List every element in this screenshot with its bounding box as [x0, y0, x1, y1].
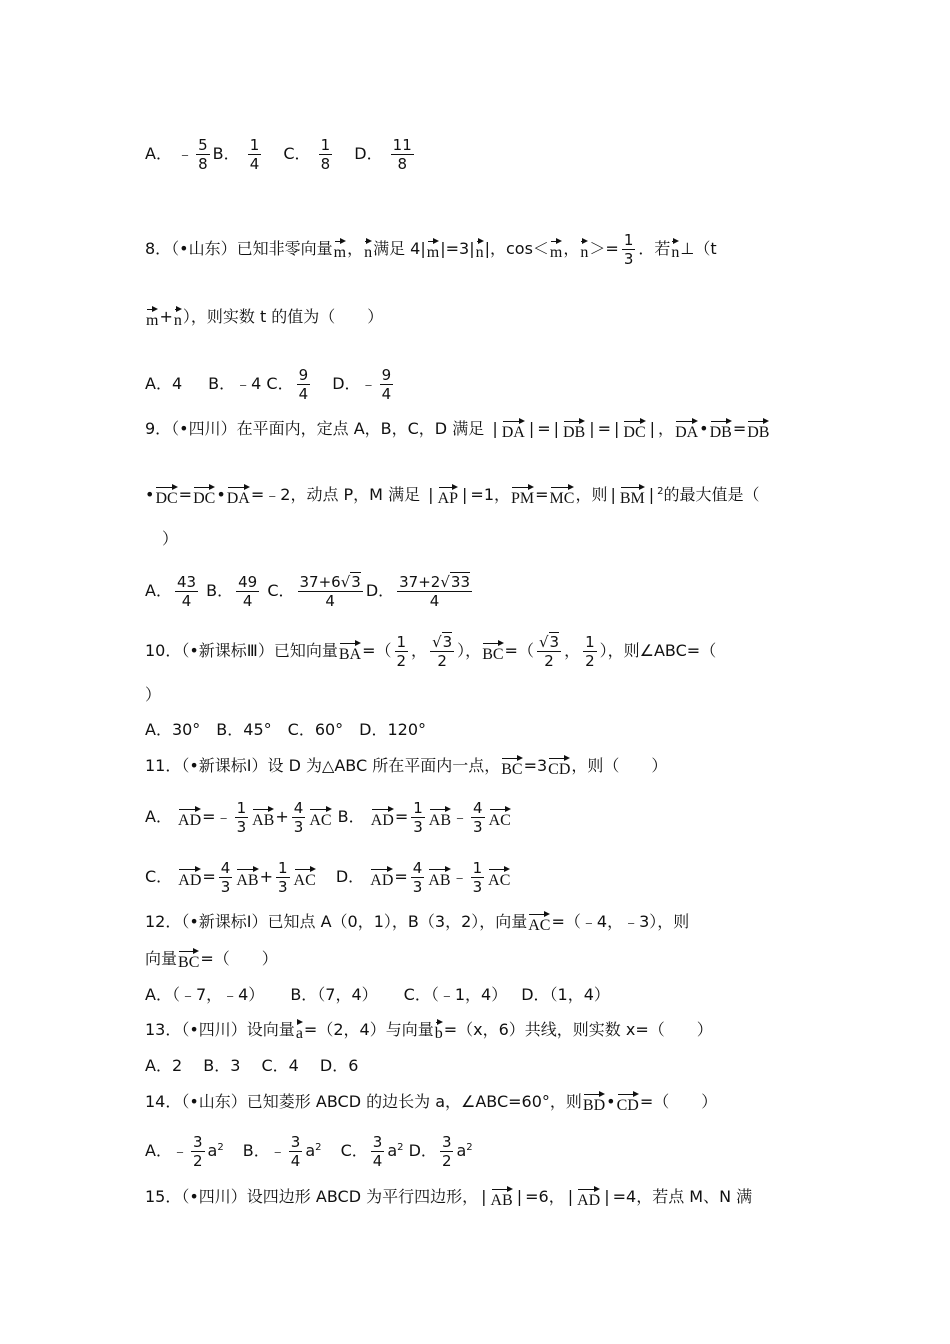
option-a-label: A．: [145, 144, 172, 163]
option-a-label: A．: [145, 807, 172, 826]
option-c-label: C．: [283, 144, 311, 163]
fraction: $\frac{37+2√33}{4}$: [399, 573, 470, 610]
q10-close: ）: [145, 685, 162, 704]
fraction: $\frac{1}{3}$: [413, 799, 423, 836]
vector-BC: BC: [482, 640, 503, 663]
option-c-label: C．: [340, 1141, 368, 1160]
vector-DB: DB: [563, 418, 585, 441]
option-a-label: A．﹣: [145, 1141, 188, 1160]
q14-text: 14．（•山东）已知菱形 ABCD 的边长为 a，∠ABC=60°，则: [145, 1092, 582, 1111]
vector-AC: AC: [309, 806, 331, 829]
fraction: $\frac{4}{3}$: [412, 859, 423, 896]
option-d-label: D．: [335, 867, 365, 886]
fraction: $\frac{4}{3}$: [220, 859, 231, 896]
fraction: $\frac{1}{3}$: [277, 859, 288, 896]
q13-text: 13．（•四川）设向量: [145, 1020, 295, 1039]
vector-AC: AC: [488, 866, 510, 889]
fraction: $\frac{3}{4}$: [372, 1133, 383, 1170]
vector-n: n: [174, 306, 182, 329]
vector-AP: AP: [438, 484, 458, 507]
option-c-label: C．: [145, 867, 173, 886]
q8-stem-line2: m+n），则实数 t 的值为（ ）: [146, 307, 384, 329]
vector-m: m: [427, 238, 439, 261]
vector-DA: DA: [227, 484, 250, 507]
vector-m: m: [334, 238, 346, 261]
vector-AB: AB: [491, 1186, 513, 1209]
q14-stem: 14．（•山东）已知菱形 ABCD 的边长为 a，∠ABC=60°，则BD•CD=（ ）: [145, 1092, 718, 1114]
fraction: $\frac{1}{3}$: [236, 799, 247, 836]
option-c: C．（﹣1，4）: [403, 985, 508, 1004]
q9-options: [145, 574, 475, 609]
option-b-label: B．: [206, 581, 234, 600]
q15-text: 15．（•四川）设四边形 ABCD 为平行四边形，: [145, 1187, 479, 1206]
option-c-label: C．: [267, 581, 295, 600]
option-c-label: C．: [266, 374, 294, 393]
option-b-label: B．: [212, 144, 240, 163]
fraction: $\frac{3}{4}$: [290, 1133, 301, 1170]
fraction: $\frac{4}{3}$: [473, 799, 483, 836]
vector-BC: BC: [178, 948, 199, 971]
q9-stem-line1: 9．（•四川）在平面内，定点 A，B，C，D 满足 | DA | = | DB | = | DC | ，DA•DB=DB: [145, 419, 770, 441]
q7-options: [145, 137, 417, 172]
fraction: $\frac{1}{4}$: [249, 136, 260, 173]
vector-BD: BD: [583, 1091, 605, 1114]
q11-stem: 11．（•新课标Ⅰ）设 D 为△ABC 所在平面内一点，BC=3CD，则（ ）: [145, 756, 668, 778]
fraction: $\frac{9}{4}$: [298, 366, 309, 403]
vector-MC: MC: [550, 484, 575, 507]
vector-AB: AB: [428, 866, 450, 889]
vector-AD: AD: [178, 806, 201, 829]
vector-AC: AC: [294, 866, 316, 889]
vector-n: n: [364, 238, 372, 261]
vector-CD: CD: [548, 755, 570, 778]
fraction: $\frac{49}{4}$: [238, 573, 258, 610]
fraction: $\frac{1}{3}$: [472, 859, 483, 896]
q12-options: [145, 984, 610, 1006]
vector-AD: AD: [577, 1186, 600, 1209]
option-b: B．（7，4）: [290, 985, 378, 1004]
q11-options-cd: C． AD= $\frac{4}{3}$ AB+ $\frac{1}{3}$ AC D． AD= $\frac{4}{3}$ AB﹣ $\frac{1}{3}$ AC: [145, 859, 511, 896]
vector-b: b: [435, 1019, 443, 1042]
option-b-label: B．﹣: [242, 1141, 286, 1160]
vector-AB: AB: [252, 806, 274, 829]
option-a: A．（﹣7，﹣4）: [145, 985, 265, 1004]
fraction: $\frac{√3}{2}$: [432, 633, 453, 670]
fraction: $\frac{5}{8}$: [198, 136, 208, 173]
q15-stem: 15．（•四川）设四边形 ABCD 为平行四边形， | AB | =6， | AD | =4，若点 M、N 满: [145, 1187, 753, 1209]
option-d-label: D．﹣: [332, 374, 377, 393]
q10-options: A．30° B．45° C．60° D．120°: [145, 720, 427, 739]
vector-AC: AC: [528, 911, 550, 934]
vector-a: a: [296, 1019, 303, 1042]
q11-options-ab: A． AD=﹣ $\frac{1}{3}$ AB+ $\frac{4}{3}$ AC B． AD= $\frac{1}{3}$ AB﹣ $\frac{4}{3}$ AC: [145, 799, 511, 836]
vector-m: m: [550, 238, 562, 261]
vector-BM: BM: [620, 484, 645, 507]
fraction: $\frac{3}{2}$: [441, 1133, 452, 1170]
vector-DB: DB: [747, 418, 769, 441]
vector-AB: AB: [236, 866, 258, 889]
option-d-label: D．: [408, 1141, 437, 1160]
vector-DC: DC: [193, 484, 215, 507]
vector-DC: DC: [623, 418, 645, 441]
fraction: $\frac{1}{2}$: [585, 633, 595, 670]
vector-n: n: [476, 238, 484, 261]
q14-options: A．﹣ $\frac{3}{2}$ $a^2$ B．﹣ $\frac{3}{4}$ $a^2$ C． $\frac{3}{4}$ $a^2$ D． $\frac{3}{2}$ $a^2$: [145, 1133, 473, 1170]
vector-n: n: [580, 238, 588, 261]
vector-n: n: [671, 238, 679, 261]
vector-DA: DA: [502, 418, 525, 441]
q13-stem: 13．（•四川）设向量a=（2，4）与向量b=（x，6）共线，则实数 x=（ ）: [145, 1020, 713, 1042]
q9-stem-line2: •DC=DC•DA=﹣2，动点 P，M 满足 | AP | =1，PM=MC，则 | BM | $^2$的最大值是（: [145, 485, 760, 507]
vector-AD: AD: [370, 866, 393, 889]
fraction: $\frac{4}{3}$: [293, 799, 304, 836]
fraction: $\frac{11}{8}$: [392, 136, 412, 173]
vector-AD: AD: [178, 866, 201, 889]
q10-text: 10．（•新课标Ⅲ）已知向量: [145, 641, 338, 660]
q8-stem-line1: 8．（•山东）已知非零向量m，n满足 4|m|=3|n|，cos＜m，n＞= $\frac{1}{3}$ ．若n⊥（t: [145, 231, 717, 268]
fraction: $\frac{1}{3}$: [623, 231, 634, 268]
fraction: $\frac{9}{4}$: [381, 366, 392, 403]
q13-options: A．2 B．3 C．4 D．6: [145, 1056, 359, 1075]
fraction: $\frac{37+6√3}{4}$: [299, 573, 361, 610]
fraction: $\frac{43}{4}$: [176, 573, 197, 610]
fraction: $\frac{3}{2}$: [192, 1133, 203, 1170]
q11-text: 11．（•新课标Ⅰ）设 D 为△ABC 所在平面内一点，: [145, 756, 501, 775]
fraction: $\frac{√3}{2}$: [538, 633, 560, 670]
q9-text: 9．（•四川）在平面内，定点 A，B，C，D 满足: [145, 419, 485, 438]
q9-close: ）: [162, 529, 179, 548]
q12-stem-line1: 12．（•新课标Ⅰ）已知点 A（0，1），B（3，2），向量AC=（﹣4，﹣3），则: [145, 912, 690, 934]
vector-AB: AB: [429, 806, 451, 829]
q12-text: 12．（•新课标Ⅰ）已知点 A（0，1），B（3，2），向量: [145, 912, 528, 931]
q8-text: 8．（•山东）已知非零向量: [145, 239, 333, 258]
option-d-label: D．: [365, 581, 395, 600]
option-b: B．﹣4: [208, 374, 262, 393]
vector-BA: BA: [339, 640, 361, 663]
option-a-label: A．: [145, 581, 172, 600]
vector-DA: DA: [675, 418, 698, 441]
option-a: A．4: [145, 374, 183, 393]
vector-BC: BC: [501, 755, 522, 778]
vector-CD: CD: [617, 1091, 639, 1114]
vector-AC: AC: [489, 806, 511, 829]
q8-options: [145, 367, 396, 402]
option-a-sign: ﹣: [177, 144, 194, 163]
option-d: D．（1，4）: [521, 985, 610, 1004]
fraction: $\frac{1}{8}$: [320, 136, 331, 173]
q12-stem-line2: 向量BC=（ ）: [145, 949, 278, 971]
vector-PM: PM: [511, 484, 534, 507]
vector-AD: AD: [371, 806, 394, 829]
fraction: $\frac{1}{2}$: [396, 633, 407, 670]
option-d-label: D．: [354, 144, 383, 163]
option-b-label: B．: [337, 807, 365, 826]
q10-stem: 10．（•新课标Ⅲ）已知向量BA=（ $\frac{1}{2}$ ， $\frac{√3}{2}$ ），BC=（ $\frac{√3}{2}$ ， $\frac{1}{2}$ ），则∠ABC=（: [145, 633, 717, 670]
vector-DC: DC: [155, 484, 177, 507]
vector-DB: DB: [710, 418, 732, 441]
vector-m: m: [146, 306, 158, 329]
